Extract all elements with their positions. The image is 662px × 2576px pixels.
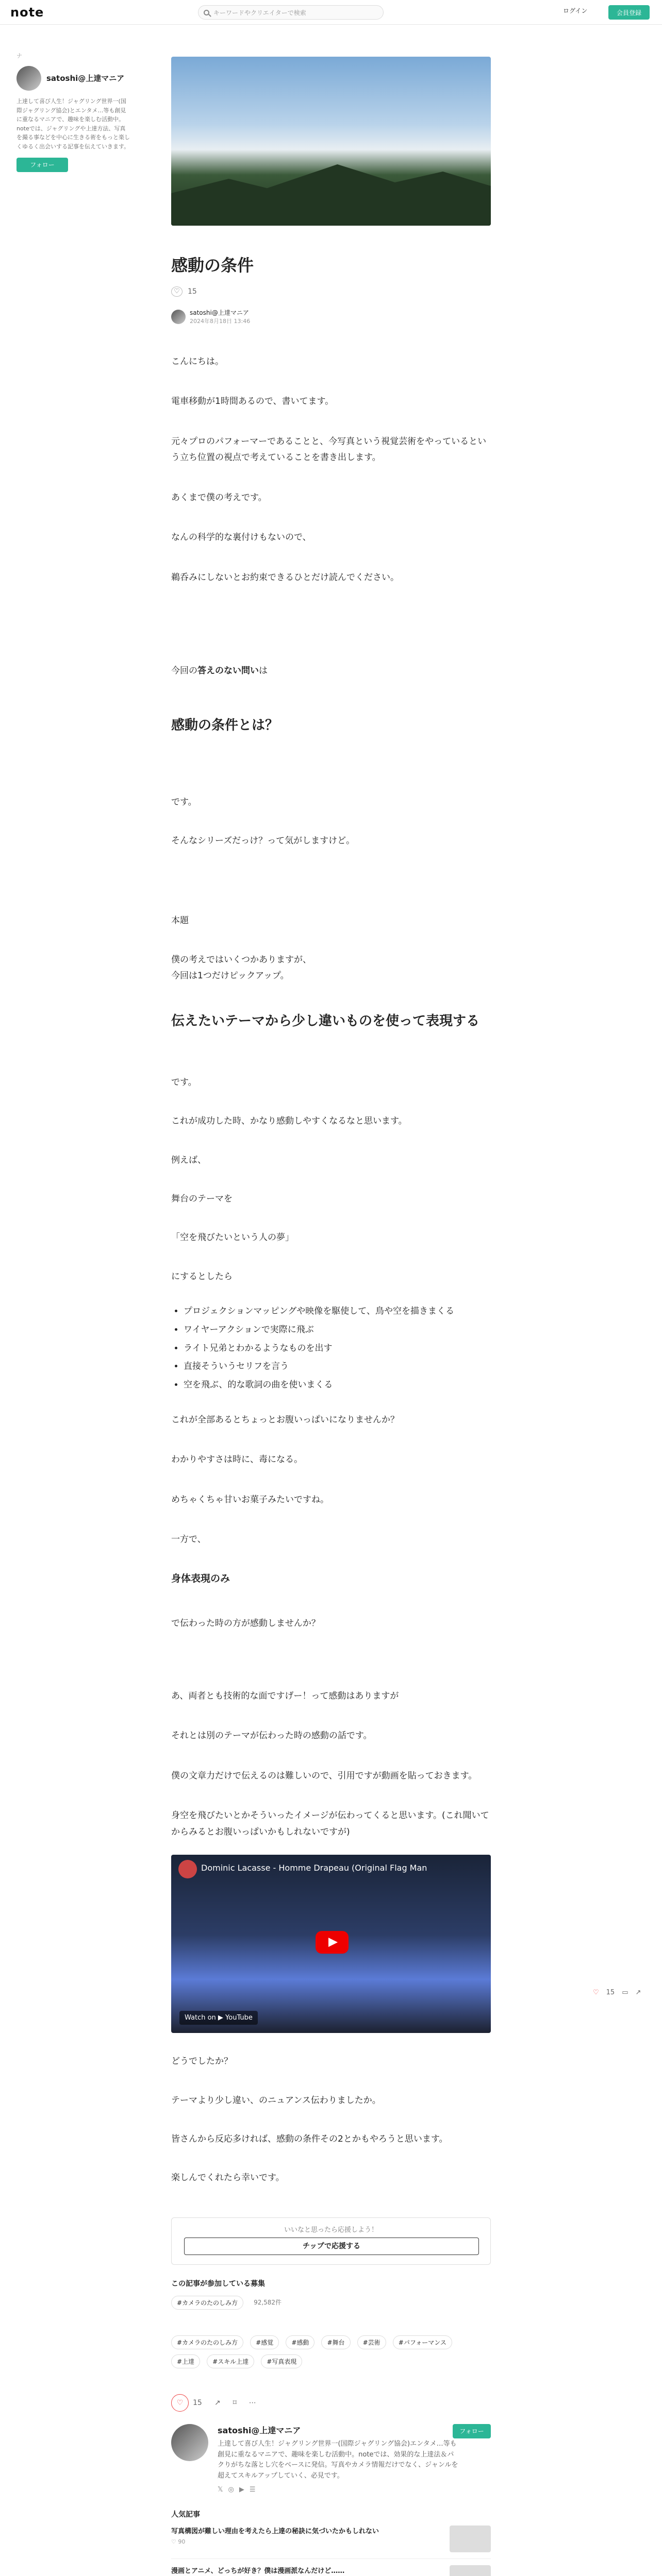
like-row [171,286,491,297]
more-icon[interactable]: ⋯ [249,2398,256,2407]
article-author [171,308,491,325]
rss-icon[interactable]: ☰ [249,2486,256,2494]
section-heading: 伝えたいテーマから少し違いものを使って表現する [171,1013,480,1029]
sidebar-follow-button[interactable]: フォロー [16,158,68,172]
article-body [171,354,491,2187]
article [171,57,491,2576]
tip-button[interactable]: チップで応援する [184,2238,479,2255]
paragraph: こんにちは。 [171,357,224,367]
hero-image [171,57,491,226]
paragraph: そんなシリーズだっけ？って気がしますけど。 [171,835,355,846]
channel-avatar [178,1860,197,1878]
avatar[interactable] [171,310,186,324]
paragraph: 例えば、 [171,1155,206,1165]
share-icon[interactable]: ↗ [635,1989,641,1996]
list-item: • ライト兄弟とわかるようなものを出す [184,1340,491,1358]
list-item: • ワイヤーアクションで実際に飛ぶ [184,1321,491,1340]
paragraph: 「空を飛びたいという人の夢」 [171,1232,294,1243]
paragraph: で伝わった時の方が感動しませんか？ [171,1618,320,1629]
paragraph: 身空を飛びたいとかそういったイメージが伝わってくると思います。(これ聞いてからみるとお腹いっぱいかもしれないですが) [171,1810,489,1837]
paragraph: どうでしたか？ [171,2056,233,2067]
video-title: Dominic Lacasse - Homme Drapeau (Original Flag Man [201,1863,427,1873]
popular-heading: 人気記事 [171,2511,200,2519]
paragraph: 鵜呑みにしないとお約束できるひとだけ読んでください。 [171,572,399,583]
support-hint: いいなと思ったら応援しよう！ [284,2226,378,2234]
hashtag[interactable]: #上達 [171,2354,200,2368]
sidebar-bio: 上達して喜び人生！ジャグリング世界一(国際ジャグリング協会)とエンタメ…等も創見に重なるマニアで、趣味を楽しむ活動中。noteでは、ジャグリングや上達方法、写真を撮る事などを中心に生きる術をもっと楽しくゆるく出会いする記事を伝えていきます。 [16,98,130,150]
example-list [171,1302,491,1394]
like-count: 15 [606,1989,615,1996]
magazine-section [171,2278,491,2315]
search-icon [204,10,209,15]
sidebar-author-name[interactable]: satoshi@上達マニア [46,73,125,83]
paragraph: それとは別のテーマが伝わった時の感動の話です。 [171,1731,372,1741]
popular-likes: ♡ 90 [171,2538,186,2546]
avatar[interactable] [16,66,41,91]
hashtag[interactable]: #カメラのたのしみ方 [171,2335,243,2349]
top-header [0,0,662,25]
like-count: 15 [193,2398,202,2407]
paragraph: これが成功した時、かなり感動しやすくなるなと思います。 [171,1116,407,1127]
popular-title: 漫画とアニメ、どっちが好き？僕は漫画派なんだけど…… [171,2567,345,2575]
youtube-icon[interactable]: ▶ [239,2486,244,2494]
hashtag[interactable]: #芸術 [357,2335,386,2349]
author-name[interactable]: satoshi@上達マニア [190,309,249,316]
paragraph: です。 [171,1077,197,1088]
instagram-icon[interactable]: ◎ [228,2486,234,2494]
hashtag[interactable]: #感動 [286,2335,315,2349]
hashtag[interactable]: #舞台 [321,2335,350,2349]
paragraph: です。 [171,796,197,807]
bookmark-icon[interactable]: ⌑ [233,2398,237,2407]
profile-name[interactable]: satoshi@上達マニア [218,2425,301,2435]
list-item: • 直接そういうセリフを言う [184,1358,491,1376]
list-item: • プロジェクションマッピングや映像を駆使して、鳥や空を描きまくる [184,1302,491,1321]
magazine-count: 92,582件 [254,2298,282,2306]
question-line: 今回の答えのない問いは [171,666,268,676]
heart-icon[interactable]: ♡ [171,286,183,297]
publish-date: 2024年8月18日 13:46 [190,318,251,325]
magazine-tag[interactable]: #カメラのたのしみ方 [171,2296,243,2310]
paragraph: 僕の考えではいくつかありますが、 [171,954,311,965]
tag-list [171,2335,491,2374]
paragraph: あ、両者とも技術的な面ですげー！って感動はありますが [171,1690,399,1701]
profile-bio: 上達して喜び人生！ジャグリング世界一(国際ジャグリング協会)エンタメ…等も創見に重なるマニアで、趣味を楽しむ活動中。noteでは、効果的な上達法＆パクりがちな落とし穴をベースに発信。写真やカメラ情報だけでなく、ジャンルを超えてスキルアップしていく、必見です。 [218,2439,458,2480]
avatar[interactable] [171,2424,208,2461]
page-title: 感動の条件 [171,256,254,275]
paragraph: めちゃくちゃ甘いお菓子みたいですね。 [171,1494,329,1505]
floating-actions [593,1989,641,1996]
support-box [171,2217,491,2265]
author-sidebar [16,52,130,172]
paragraph: にするとしたら [171,1271,233,1282]
paragraph: 皆さんから反応多ければ、感動の条件その2とかもやろうと思います。 [171,2134,448,2144]
hashtag[interactable]: #写真表現 [261,2354,302,2368]
youtube-link[interactable]: Watch on ▶ YouTube [179,2011,258,2025]
search-input[interactable] [198,5,384,20]
paragraph: 本題 [171,916,189,926]
comment-icon[interactable]: ▭ [622,1989,628,1996]
section-subheading: 身体表現のみ [171,1572,230,1584]
note-logo[interactable]: note [10,5,44,20]
bold-text: 答えのない問い [197,666,259,676]
hashtag[interactable]: #感覚 [250,2335,279,2349]
paragraph: 電車移動が1時間あるので、書いてます。 [171,396,334,407]
list-item: • 空を飛ぶ、的な歌詞の曲を使いまくる [184,1376,491,1395]
signup-button[interactable]: 会員登録 [608,5,650,20]
paragraph: 舞台のテーマを [171,1194,233,1204]
paragraph: なんの科学的な裏付けもないので、 [171,532,311,543]
login-link[interactable]: ログイン [563,7,588,14]
paragraph: わかりやすさは時に、毒になる。 [171,1454,303,1465]
paragraph: テーマより少し違い、のニュアンス伝わりましたか。 [171,2095,381,2106]
list-item[interactable] [171,2519,491,2559]
share-icon[interactable]: ↗ [214,2398,221,2407]
sidebar-label: ナ [16,53,22,59]
paragraph: 僕の文章力だけで伝えるのは難しいので、引用ですが動画を貼っておきます。 [171,1770,477,1781]
sidebar-profile [16,66,130,91]
heart-icon[interactable]: ♡ [593,1989,599,1996]
popular-section [171,2509,491,2576]
like-heart-icon[interactable]: ♡ [171,2394,189,2412]
section-heading: 感動の条件とは？ [171,717,279,733]
search-placeholder: キーワードやクリエイターで検索 [213,9,306,16]
paragraph: これが全部あるとちょっとお腹いっぱいになりませんか？ [171,1414,399,1425]
list-item[interactable] [171,2559,491,2576]
popular-title: 写真構図が難しい理由を考えたら上達の秘訣に気づいたかもしれない [171,2528,379,2536]
hashtag[interactable]: #スキル上達 [207,2354,254,2368]
paragraph: 今回は1つだけピックアップ。 [171,971,289,981]
twitter-icon[interactable]: 𝕏 [218,2486,223,2494]
profile-follow-button[interactable]: フォロー [453,2424,491,2438]
hashtag[interactable]: #パフォーマンス [393,2335,452,2349]
embedded-video[interactable] [171,1855,491,2033]
author-profile-card [171,2424,491,2494]
like-count: 15 [188,287,197,296]
magazine-heading: この記事が参加している募集 [171,2279,265,2288]
article-actions [171,2394,491,2412]
paragraph: あくまで僕の考えです。 [171,492,267,503]
paragraph: 楽しんでくれたら幸いです。 [171,2173,285,2183]
paragraph: 元々プロのパフォーマーであることと、今写真という視覚芸術をやっているという立ち位置の視点で考えていることを書き出します。 [171,436,487,463]
popular-thumbnail [450,2565,491,2576]
paragraph: 一方で、 [171,1534,206,1545]
popular-thumbnail [450,2526,491,2552]
play-icon[interactable] [316,1931,349,1954]
